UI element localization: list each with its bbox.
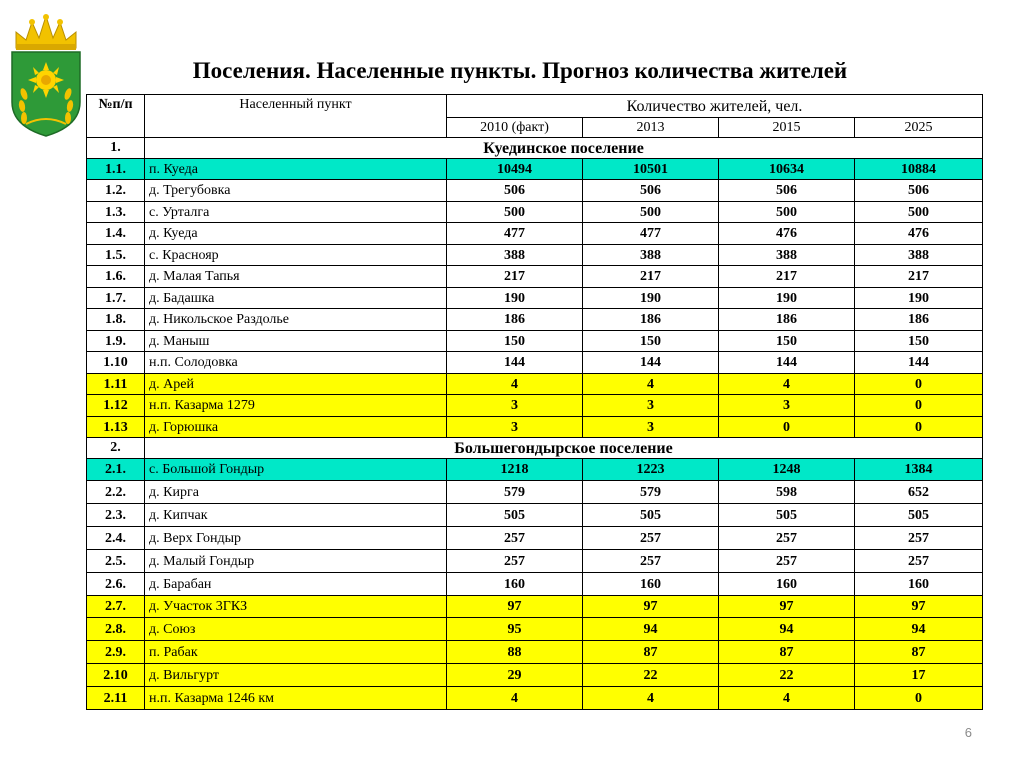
value-2010: 160 [447,573,583,596]
header-year-2025: 2025 [855,118,983,138]
value-2015: 160 [719,573,855,596]
value-2010: 144 [447,352,583,374]
value-2010: 579 [447,481,583,504]
value-2015: 144 [719,352,855,374]
row-num: 1.8. [87,309,145,331]
value-2013: 257 [583,550,719,573]
value-2010: 3 [447,395,583,417]
value-2010: 1218 [447,459,583,481]
row-num: 1.1. [87,159,145,180]
value-2013: 1223 [583,459,719,481]
value-2013: 190 [583,288,719,309]
settlement-name: д. Малый Гондыр [145,550,447,573]
table-row [87,180,983,202]
row-num: 2.7. [87,596,145,618]
row-num: 1.6. [87,266,145,288]
value-2015: 0 [719,417,855,438]
value-2015: 257 [719,550,855,573]
value-2015: 4 [719,374,855,395]
value-2013: 579 [583,481,719,504]
value-2010: 257 [447,527,583,550]
value-2013: 505 [583,504,719,527]
settlement-name: д. Арей [145,374,447,395]
settlement-name: с. Большой Гондыр [145,459,447,481]
settlement-name: д. Участок 3ГКЗ [145,596,447,618]
value-2013: 257 [583,527,719,550]
value-2015: 505 [719,504,855,527]
row-num: 1.3. [87,202,145,223]
value-2010: 186 [447,309,583,331]
row-num: 1.11 [87,374,145,395]
value-2015: 190 [719,288,855,309]
value-2015: 476 [719,223,855,245]
row-num: 2.3. [87,504,145,527]
value-2013: 506 [583,180,719,202]
value-2025: 500 [855,202,983,223]
value-2025: 94 [855,618,983,641]
table-row [87,245,983,266]
page-title: Поселения. Населенные пункты. Прогноз количества жителей [192,58,848,83]
row-num: 1.13 [87,417,145,438]
header-year-2010: 2010 (факт) [447,118,583,138]
row-num: 2.11 [87,687,145,710]
value-2025: 190 [855,288,983,309]
row-num: 1.5. [87,245,145,266]
settlement-name: п. Куеда [145,159,447,180]
table-row [87,352,983,374]
settlement-name: д. Верх Гондыр [145,527,447,550]
row-num: 2.4. [87,527,145,550]
value-2025: 476 [855,223,983,245]
settlement-name: д. Барабан [145,573,447,596]
value-2010: 506 [447,180,583,202]
row-num: 1.9. [87,331,145,352]
settlement-name: с. Урталга [145,202,447,223]
table-row [87,417,983,438]
settlement-name: с. Краснояр [145,245,447,266]
value-2025: 186 [855,309,983,331]
table-row [87,459,983,481]
value-2025: 0 [855,687,983,710]
value-2010: 95 [447,618,583,641]
row-num: 2.5. [87,550,145,573]
row-num: 2.8. [87,618,145,641]
table-row [87,504,983,527]
table-row [87,374,983,395]
value-2010: 88 [447,641,583,664]
section-header-row [87,438,983,459]
table-row [87,550,983,573]
header-num: №п/п [87,95,145,138]
population-table [86,94,983,710]
value-2010: 190 [447,288,583,309]
value-2025: 257 [855,550,983,573]
section-title: Большегондырское поселение [145,438,983,459]
value-2013: 10501 [583,159,719,180]
value-2010: 257 [447,550,583,573]
header-year-2013: 2013 [583,118,719,138]
value-2013: 3 [583,395,719,417]
value-2013: 22 [583,664,719,687]
value-2013: 150 [583,331,719,352]
value-2025: 10884 [855,159,983,180]
row-num: 1.7. [87,288,145,309]
value-2015: 186 [719,309,855,331]
row-num: 1.10 [87,352,145,374]
header-name: Населенный пункт [145,95,447,138]
value-2025: 0 [855,395,983,417]
section-header-row [87,138,983,159]
header-quantity: Количество жителей, чел. [447,95,983,118]
table-row [87,395,983,417]
value-2013: 217 [583,266,719,288]
row-num: 1.2. [87,180,145,202]
value-2013: 4 [583,687,719,710]
value-2015: 94 [719,618,855,641]
value-2010: 97 [447,596,583,618]
settlement-name: д. Горюшка [145,417,447,438]
value-2010: 217 [447,266,583,288]
row-num: 1.12 [87,395,145,417]
value-2025: 388 [855,245,983,266]
value-2025: 505 [855,504,983,527]
value-2010: 4 [447,687,583,710]
value-2015: 1248 [719,459,855,481]
table-row [87,288,983,309]
value-2015: 388 [719,245,855,266]
value-2010: 29 [447,664,583,687]
value-2015: 22 [719,664,855,687]
table-row [87,481,983,504]
row-num: 2.2. [87,481,145,504]
value-2013: 94 [583,618,719,641]
settlement-name: д. Куеда [145,223,447,245]
value-2013: 500 [583,202,719,223]
settlement-name: д. Кипчак [145,504,447,527]
settlement-name: н.п. Казарма 1246 км [145,687,447,710]
table-row [87,331,983,352]
table-row [87,266,983,288]
value-2010: 388 [447,245,583,266]
value-2025: 87 [855,641,983,664]
value-2015: 217 [719,266,855,288]
row-num: 2.9. [87,641,145,664]
table-row [87,618,983,641]
value-2010: 3 [447,417,583,438]
settlement-name: п. Рабак [145,641,447,664]
value-2015: 10634 [719,159,855,180]
value-2015: 598 [719,481,855,504]
value-2025: 160 [855,573,983,596]
value-2013: 186 [583,309,719,331]
value-2010: 10494 [447,159,583,180]
value-2015: 4 [719,687,855,710]
settlement-name: д. Союз [145,618,447,641]
row-num: 2.1. [87,459,145,481]
value-2010: 477 [447,223,583,245]
value-2025: 0 [855,417,983,438]
row-num: 1.4. [87,223,145,245]
settlement-name: д. Кирга [145,481,447,504]
value-2015: 87 [719,641,855,664]
settlement-name: д. Малая Тапья [145,266,447,288]
value-2013: 477 [583,223,719,245]
value-2025: 506 [855,180,983,202]
value-2015: 97 [719,596,855,618]
value-2015: 506 [719,180,855,202]
table-row [87,527,983,550]
value-2025: 150 [855,331,983,352]
value-2025: 652 [855,481,983,504]
settlement-name: д. Маныш [145,331,447,352]
value-2013: 4 [583,374,719,395]
table-row [87,664,983,687]
section-title: Куединское поселение [145,138,983,159]
value-2025: 257 [855,527,983,550]
value-2013: 160 [583,573,719,596]
settlement-name: н.п. Солодовка [145,352,447,374]
header-year-2015: 2015 [719,118,855,138]
section-num: 2. [87,438,145,459]
value-2025: 217 [855,266,983,288]
table-row [87,202,983,223]
value-2013: 87 [583,641,719,664]
settlement-name: д. Бадашка [145,288,447,309]
value-2010: 505 [447,504,583,527]
value-2015: 3 [719,395,855,417]
value-2013: 388 [583,245,719,266]
settlement-name: д. Вильгурт [145,664,447,687]
value-2025: 97 [855,596,983,618]
value-2010: 150 [447,331,583,352]
settlement-name: д. Никольское Раздолье [145,309,447,331]
table-row [87,223,983,245]
section-num: 1. [87,138,145,159]
settlement-name: д. Трегубовка [145,180,447,202]
value-2013: 3 [583,417,719,438]
value-2013: 97 [583,596,719,618]
value-2025: 1384 [855,459,983,481]
value-2025: 144 [855,352,983,374]
value-2010: 500 [447,202,583,223]
value-2015: 150 [719,331,855,352]
row-num: 2.10 [87,664,145,687]
value-2015: 500 [719,202,855,223]
table-row [87,596,983,618]
table-row [87,309,983,331]
table-row [87,641,983,664]
table-row [87,573,983,596]
value-2013: 144 [583,352,719,374]
table-row [87,687,983,710]
table-row [87,159,983,180]
value-2025: 0 [855,374,983,395]
value-2015: 257 [719,527,855,550]
value-2025: 17 [855,664,983,687]
settlement-name: н.п. Казарма 1279 [145,395,447,417]
page-number: 6 [964,725,972,740]
value-2010: 4 [447,374,583,395]
row-num: 2.6. [87,573,145,596]
